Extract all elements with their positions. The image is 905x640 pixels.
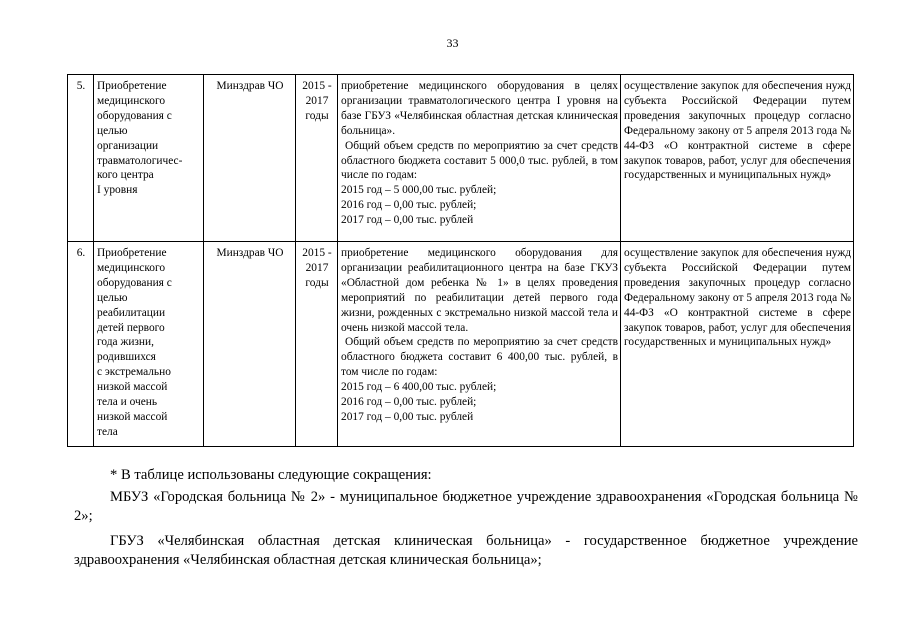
- measure-description: приобретение медицинского оборудования в целях организации травматологического центра I уровня на базе ГБУЗ «Челябинская областная детская клиническая больница». Общий объем средств по мероприятию за счет средств областного бюджета составит 5 000,0 тыс. рублей, в том числе по годам: 2015 год – 5 000,00 тыс. рублей; 2016 год – 0,00 тыс. рублей; 2017 год – 0,00 тыс. рублей: [338, 75, 621, 242]
- footnote-gbuz: ГБУЗ «Челябинская областная детская клиническая больница» - государственное бюджетное учреждение здравоохранения «Челябинская областная детская клиническая больница»;: [74, 533, 858, 568]
- row-number: 6.: [68, 242, 94, 447]
- measure-name: Приобретение медицинского оборудования с целью реабилитации детей первого года жизни, родившихся с экстремально низкой массой тела и очень низкой массой тела: [94, 242, 204, 447]
- measures-table: [67, 74, 854, 447]
- table-row: [68, 242, 854, 447]
- responsible-executor: Минздрав ЧО: [204, 75, 296, 242]
- row-number: 5.: [68, 75, 94, 242]
- implementation-mechanism: осуществление закупок для обеспечения нужд субъекта Российской Федерации путем проведения закупочных процедур согласно Федеральному закону от 5 апреля 2013 года № 44-ФЗ «О контрактной системе в сфере закупок товаров, работ, услуг для обеспечения государственных и муниципальных нужд»: [621, 75, 854, 242]
- page-number: 33: [446, 36, 459, 50]
- implementation-period: 2015 - 2017 годы: [296, 242, 338, 447]
- abbreviations-note: [74, 466, 858, 576]
- responsible-executor: Минздрав ЧО: [204, 242, 296, 447]
- footnote-heading: * В таблице использованы следующие сокращения:: [110, 467, 432, 483]
- table-row: [68, 75, 854, 242]
- implementation-period: 2015 - 2017 годы: [296, 75, 338, 242]
- footnote-mbuz: МБУЗ «Городская больница № 2» - муниципальное бюджетное учреждение здравоохранения «Городская больница № 2»;: [74, 489, 858, 524]
- measure-name: Приобретение медицинского оборудования с целью организации травматологичес- кого центра I уровня: [94, 75, 204, 242]
- implementation-mechanism: осуществление закупок для обеспечения нужд субъекта Российской Федерации путем проведения закупочных процедур согласно Федеральному закону от 5 апреля 2013 года № 44-ФЗ «О контрактной системе в сфере закупок товаров, работ, услуг для обеспечения государственных и муниципальных нужд»: [621, 242, 854, 447]
- measure-description: приобретение медицинского оборудования для организации реабилитационного центра на базе ГКУЗ «Областной дом ребенка № 1» в целях проведения мероприятий по реабилитации детей первого года жизни, рожденных с экстремально низкой массой тела и очень низкой массой тела. Общий объем средств по мероприятию за счет средств областного бюджета составит 6 400,00 тыс. рублей, в том числе по годам: 2015 год – 6 400,00 тыс. рублей; 2016 год – 0,00 тыс. рублей; 2017 год – 0,00 тыс. рублей: [338, 242, 621, 447]
